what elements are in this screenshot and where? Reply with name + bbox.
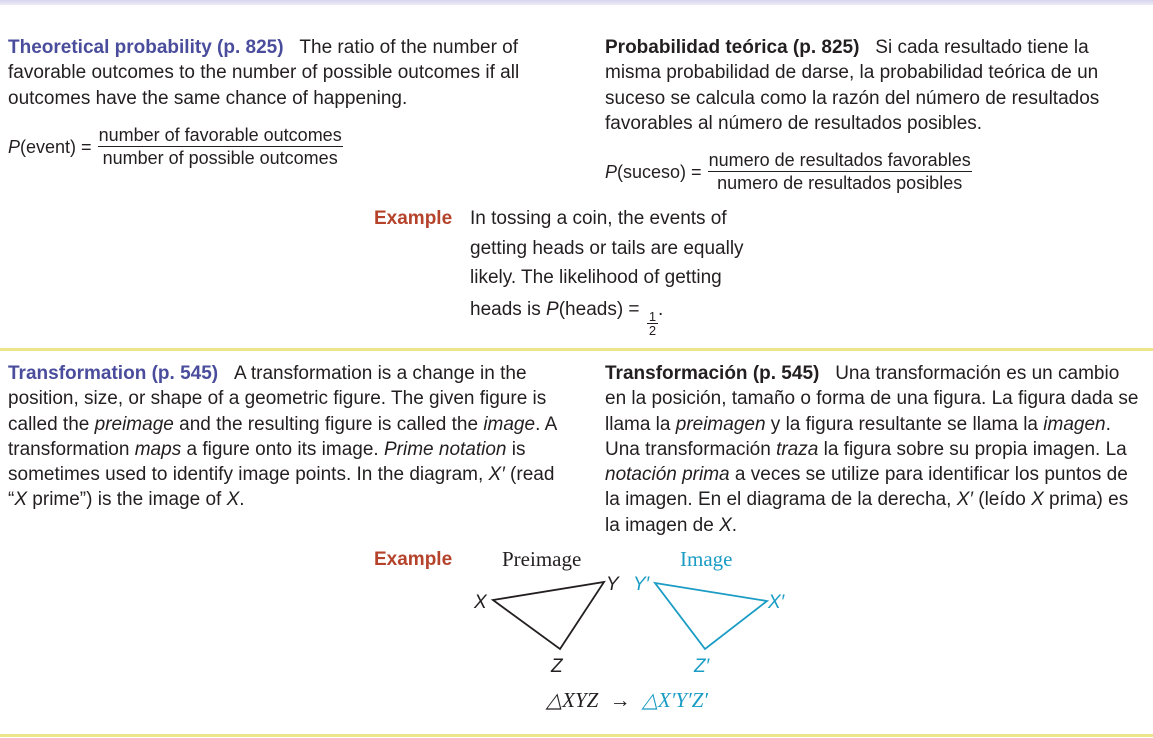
image-caption: Image (680, 547, 733, 571)
image-triangle (655, 583, 767, 649)
preimage-notation: △XYZ (546, 688, 599, 712)
example-label: Example (374, 549, 453, 570)
term-transformacion: Transformación (p. 545) (605, 363, 820, 384)
one-half-fraction: $\frac{1}{2}$ (648, 308, 657, 338)
section-divider (0, 734, 1153, 737)
transformation-en: Transformation (p. 545) A transformation is a change in the position, size, or shape of a geometric figure. The given figure is called the preimage and the resulting figure is called the image. A transformation maps a figure onto its image. Prime notation is sometimes used to identify image points. In the diagram, X′ (read “X prime”) is the image of X. (8, 363, 557, 511)
term-probabilidad-teorica: Probabilidad teórica (p. 825) (605, 37, 860, 58)
term-transformation: Transformation (p. 545) (8, 363, 219, 384)
example-label: Example (374, 208, 453, 229)
mapping-notation (546, 688, 708, 713)
transformation-es: Transformación (p. 545) Una transformación es un cambio en la posición, tamaño o forma de una figura. La figura dada se llama la preimagen y la figura resultante se llama la imagen. Una transformación traza la figura sobre su propia imagen. La notación prima a veces se utilize para identificar los puntos de la imagen. En el diagrama de la derecha, X′ (leído X prima) es la imagen de X. (605, 363, 1139, 536)
formula-lhs: P(suceso) = (605, 161, 702, 182)
preimage-triangle (493, 582, 604, 649)
formula-numerator: numero de resultados favorables (708, 150, 971, 170)
maps-to-arrow: → (609, 688, 631, 712)
preimage-caption: Preimage (502, 547, 582, 571)
vertex-x-label: X (474, 592, 487, 613)
image-notation: △X′Y′Z′ (641, 688, 708, 712)
example-coin-text: In tossing a coin, the events of getting heads or tails are equally likely. The likelihood of getting heads is P(heads) = $\frac{1}{2}$ . (470, 204, 790, 337)
definition-text: The ratio of the number of favorable outcomes to the number of possible outcomes if all outcomes have the same chance of happening. (8, 37, 520, 109)
formula-denominator: numero de resultados posibles (717, 173, 963, 193)
term-theoretical-probability: Theoretical probability (p. 825) (8, 37, 284, 58)
vertex-z-label: Z (551, 656, 563, 677)
definicion-text: Si cada resultado tiene la misma probabilidad de darse, la probabilidad teórica de un suceso se calcula como la razón del número de resultados favorables al número de resultados posibles. (605, 37, 1100, 134)
vertex-y-prime-label: Y′ (633, 574, 650, 595)
vertex-y-label: Y (606, 574, 619, 595)
formula-numerator: number of favorable outcomes (98, 125, 342, 145)
formula-denominator: number of possible outcomes (102, 148, 338, 168)
vertex-z-prime-label: Z′ (694, 656, 710, 677)
vertex-x-prime-label: X′ (768, 592, 785, 613)
heads-probability-line: heads is P(heads) = $\frac{1}{2}$ . (470, 298, 664, 338)
formula-lhs: P(event) = (8, 136, 92, 157)
